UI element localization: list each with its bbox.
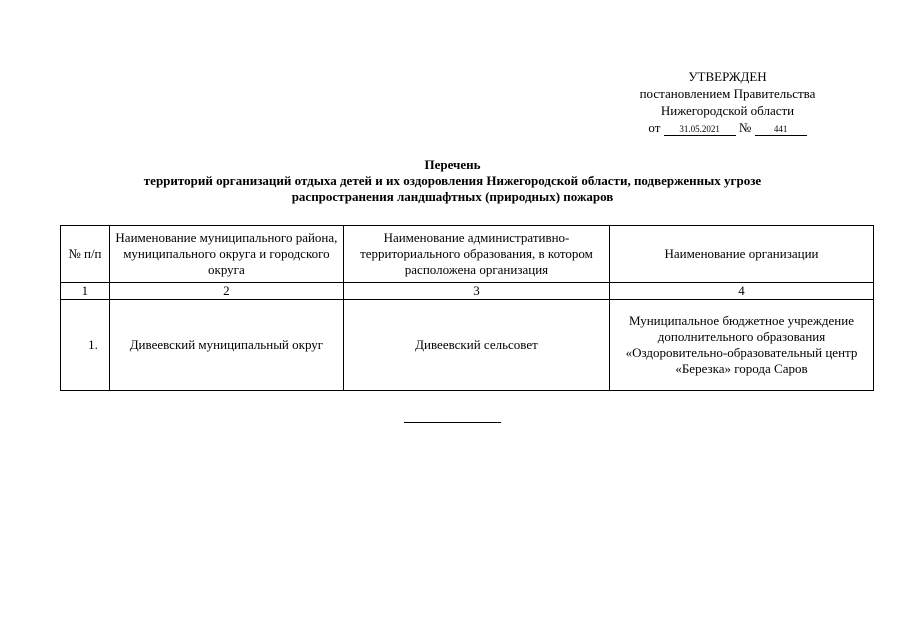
column-number-1: 1	[61, 283, 110, 300]
approval-heading: УТВЕРЖДЕН	[688, 69, 767, 84]
approval-date-row	[615, 119, 840, 136]
row-organization: Муниципальное бюджетное учреждение дополнительного образования «Оздоровительно-образовательный центр «Березка» города Саров	[609, 300, 873, 391]
title-line-3: распространения ландшафтных (природных) пожаров	[291, 189, 614, 204]
title-line-2: территорий организаций отдыха детей и их оздоровления Нижегородской области, подверженных угрозе	[143, 173, 762, 188]
header-territory: Наименование административно-территориального образования, в котором расположена организация	[343, 226, 609, 283]
header-number: № п/п	[61, 226, 110, 283]
number-label: №	[738, 120, 752, 135]
column-number-2: 2	[109, 283, 343, 300]
title-line-1: Перечень	[424, 157, 481, 172]
column-number-row	[61, 283, 874, 300]
header-organization: Наименование организации	[609, 226, 873, 283]
row-number: 1.	[61, 300, 110, 391]
row-district: Дивеевский муниципальный округ	[109, 300, 343, 391]
approval-line-2: Нижегородской области	[660, 103, 795, 118]
row-territory: Дивеевский сельсовет	[343, 300, 609, 391]
end-divider	[404, 422, 501, 423]
table-row	[61, 300, 874, 391]
from-label: от	[648, 120, 661, 135]
document-title	[40, 157, 865, 205]
column-number-3: 3	[343, 283, 609, 300]
approval-date: 31.05.2021	[664, 123, 736, 136]
territories-table	[60, 225, 874, 391]
approval-number: 441	[755, 123, 807, 136]
header-district: Наименование муниципального района, муниципального округа и городского округа	[109, 226, 343, 283]
approval-line-1: постановлением Правительства	[639, 86, 816, 101]
table-header-row	[61, 226, 874, 283]
column-number-4: 4	[609, 283, 873, 300]
approval-stamp	[615, 68, 840, 136]
